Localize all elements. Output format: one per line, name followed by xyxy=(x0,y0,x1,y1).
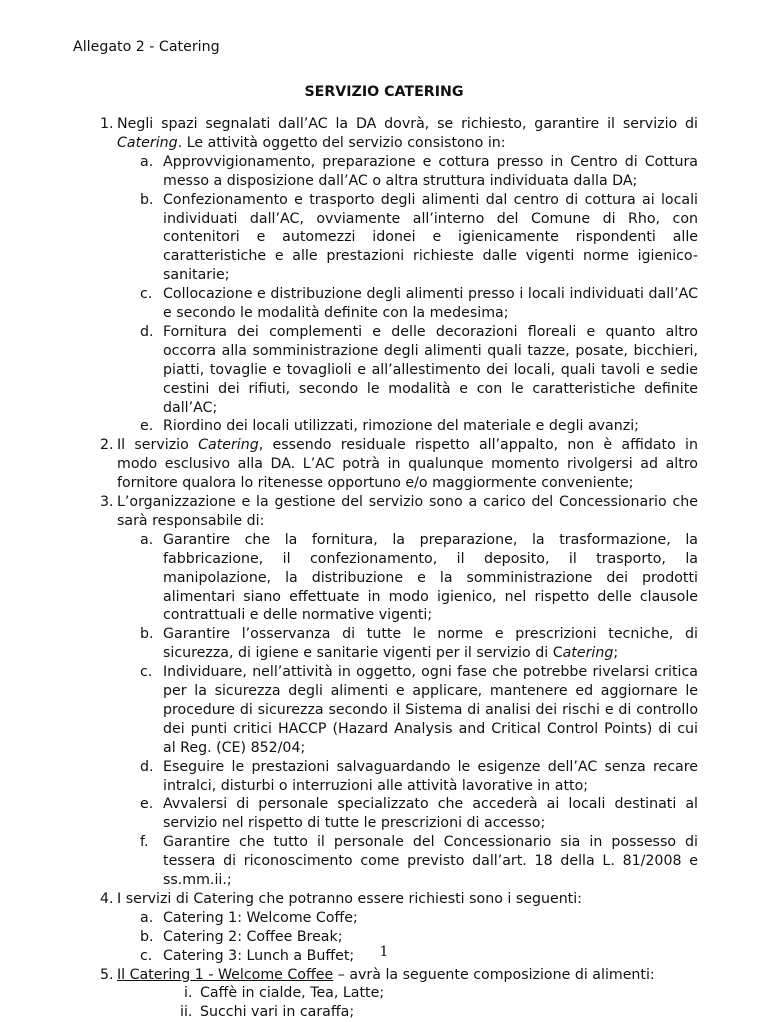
subitem-text-line: Confezionamento e trasporto degli alimenti dal centro di cottura ai locali xyxy=(163,191,698,208)
item-text-line xyxy=(117,134,506,153)
item-text-line: modo esclusivo alla DA. L’AC potrà in qualunque momento rivolgersi ad altro xyxy=(117,456,698,473)
text-span: ; xyxy=(613,645,619,662)
subitem-text-line: dei punti critici HACCP (Hazard Analysis and Critical Control Points) di cui xyxy=(163,720,698,737)
subitem-text-line: Catering 3: Lunch a Buffet; xyxy=(163,947,355,964)
item-text-line xyxy=(117,966,655,985)
subitem-label: e. xyxy=(140,418,154,435)
subitem-label: a. xyxy=(140,531,154,548)
subitem-text-line: dall’AC; xyxy=(163,399,218,416)
text-span: , essendo residuale rispetto all’appalto, non è affidato in xyxy=(258,437,698,454)
subitem-text-line: Garantire che tutto il personale del Concessionario sia in possesso di xyxy=(163,834,698,851)
item-text-line: sarà responsabile di: xyxy=(117,512,265,529)
subitem-text-line: tessera di riconoscimento come previsto dall’art. 18 della L. 81/2008 e xyxy=(163,853,698,870)
item-number: 3. xyxy=(100,494,114,510)
subitem-label: c. xyxy=(140,286,153,303)
item-text-line: I servizi di Catering che potranno essere richiesti sono i seguenti: xyxy=(117,890,582,907)
subitem-text-line: ss.mm.ii.; xyxy=(163,872,232,888)
subitem-text-line: alimentari siano effettuate in modo igienico, nel rispetto delle clausole xyxy=(163,588,698,605)
underlined-heading: Il Catering 1 - Welcome Coffee xyxy=(117,966,334,983)
document-title: SERVIZIO CATERING xyxy=(304,84,464,100)
subitem-text-line: cestini dei rifiuti, secondo le modalità e con le caratteristiche definite xyxy=(163,380,698,397)
italic-term: Catering xyxy=(198,437,259,454)
subitem-label: b. xyxy=(140,191,154,208)
subitem-label: c. xyxy=(140,947,153,964)
subitem-text-line: manipolazione, la distribuzione e la somministrazione dei prodotti xyxy=(163,569,698,586)
subitem-text-line: messo a disposizione dall’AC o altra struttura individuata dalla DA; xyxy=(163,172,638,189)
page-number: 1 xyxy=(379,944,389,960)
subitem-text-line: Avvalersi di personale specializzato che accederà ai locali destinati al xyxy=(163,796,698,813)
subitem-label: i. xyxy=(184,985,193,1002)
subitem-text-line: piatti, tovaglie e tovaglioli e all’allestimento dei locali, quali tavoli e sedie xyxy=(163,361,698,378)
subitem-text-line: e secondo le modalità definite con la medesima; xyxy=(163,305,509,321)
subitem-label: ii. xyxy=(180,1004,193,1021)
subitem-text-line: contrattuali e delle normative vigenti; xyxy=(163,607,433,624)
subitem-text-line: contenitori e automezzi idonei e igienicamente rispondenti alle xyxy=(163,229,698,246)
subitem-text-line: Approvvigionamento, preparazione e cottura presso in Centro di Cottura xyxy=(163,153,698,170)
text-span: – avrà la seguente composizione di alimenti: xyxy=(333,966,655,983)
text-span: Il servizio xyxy=(117,437,199,454)
subitem-text-line: Garantire che la fornitura, la preparazione, la trasformazione, la xyxy=(163,531,698,548)
subitem-text-line: sanitarie; xyxy=(163,267,230,284)
subitem-text-line: al Reg. (CE) 852/04; xyxy=(163,739,306,756)
subitem-text-line: Catering 2: Coffee Break; xyxy=(163,928,343,945)
subitem-label: b. xyxy=(140,626,154,643)
subitem-text-line: fabbricazione, il confezionamento, il deposito, il trasporto, la xyxy=(163,550,698,567)
subitem-text-line: Garantire l’osservanza di tutte le norme e prescrizioni tecniche, di xyxy=(163,626,698,643)
document-header: Allegato 2 - Catering xyxy=(73,39,220,55)
item-text-line: fornitore qualora lo ritenesse opportuno e/o maggiormente conveniente; xyxy=(117,475,634,492)
subitem-text-line: per la sicurezza degli alimenti e applicare, mantenere ed aggiornare le xyxy=(163,683,698,699)
text-span: . Le attività oggetto del servizio consistono in: xyxy=(177,134,506,151)
item-number: 4. xyxy=(100,890,114,907)
subitem-text-line: intralci, disturbi o interruzioni alle attività lavorative in atto; xyxy=(163,777,589,794)
item-text-line xyxy=(117,436,698,455)
subitem-text-line: Collocazione e distribuzione degli alimenti presso i locali individuati dall’AC xyxy=(163,286,698,303)
subitem-text-line: individuati dall’AC, ovviamente all’interno del Comune di Rho, con xyxy=(163,210,698,227)
subitem-text-line: Succhi vari in caraffa; xyxy=(200,1004,355,1021)
subitem-label: e. xyxy=(140,796,154,813)
item-text-line: L’organizzazione e la gestione del servizio sono a carico del Concessionario che xyxy=(117,494,698,510)
subitem-text-line: servizio nel rispetto di tutte le prescrizioni di accesso; xyxy=(163,815,546,832)
subitem-label: d. xyxy=(140,758,154,775)
item-text-line: Negli spazi segnalati dall’AC la DA dovrà, se richiesto, garantire il servizio di xyxy=(117,116,698,132)
text-span: sicurezza, di igiene e sanitarie vigenti per il servizio di C xyxy=(163,645,563,662)
subitem-label: d. xyxy=(140,323,154,340)
subitem-text-line: caratteristiche e alle prestazioni richieste dalle vigenti norme igienico- xyxy=(163,248,698,265)
subitem-text-line: Eseguire le prestazioni salvaguardando le esigenze dell’AC senza recare xyxy=(163,758,698,775)
item-number: 1. xyxy=(100,116,114,132)
subitem-text-line xyxy=(163,644,618,663)
subitem-label: b. xyxy=(140,928,154,945)
subitem-text-line: Riordino dei locali utilizzati, rimozione del materiale e degli avanzi; xyxy=(163,418,639,435)
subitem-text-line: Fornitura dei complementi e delle decorazioni floreali e quanto altro xyxy=(163,323,698,340)
subitem-label: c. xyxy=(140,664,153,681)
subitem-label: f. xyxy=(140,834,149,851)
italic-term: atering xyxy=(562,645,614,662)
subitem-text-line: Individuare, nell’attività in oggetto, ogni fase che potrebbe rivelarsi critica xyxy=(163,664,698,681)
subitem-label: a. xyxy=(140,153,154,170)
item-number: 5. xyxy=(100,966,114,983)
italic-term: Catering xyxy=(117,134,178,151)
subitem-text-line: Catering 1: Welcome Coffe; xyxy=(163,909,358,926)
subitem-text-line: procedure di sicurezza secondo il Sistema di analisi dei rischi e di controllo xyxy=(163,701,698,718)
subitem-text-line: occorra alla somministrazione degli alimenti quali tazze, posate, bicchieri, xyxy=(163,342,698,359)
subitem-label: a. xyxy=(140,909,154,926)
subitem-text-line: Caffè in cialde, Tea, Latte; xyxy=(200,985,385,1002)
item-number: 2. xyxy=(100,437,114,454)
